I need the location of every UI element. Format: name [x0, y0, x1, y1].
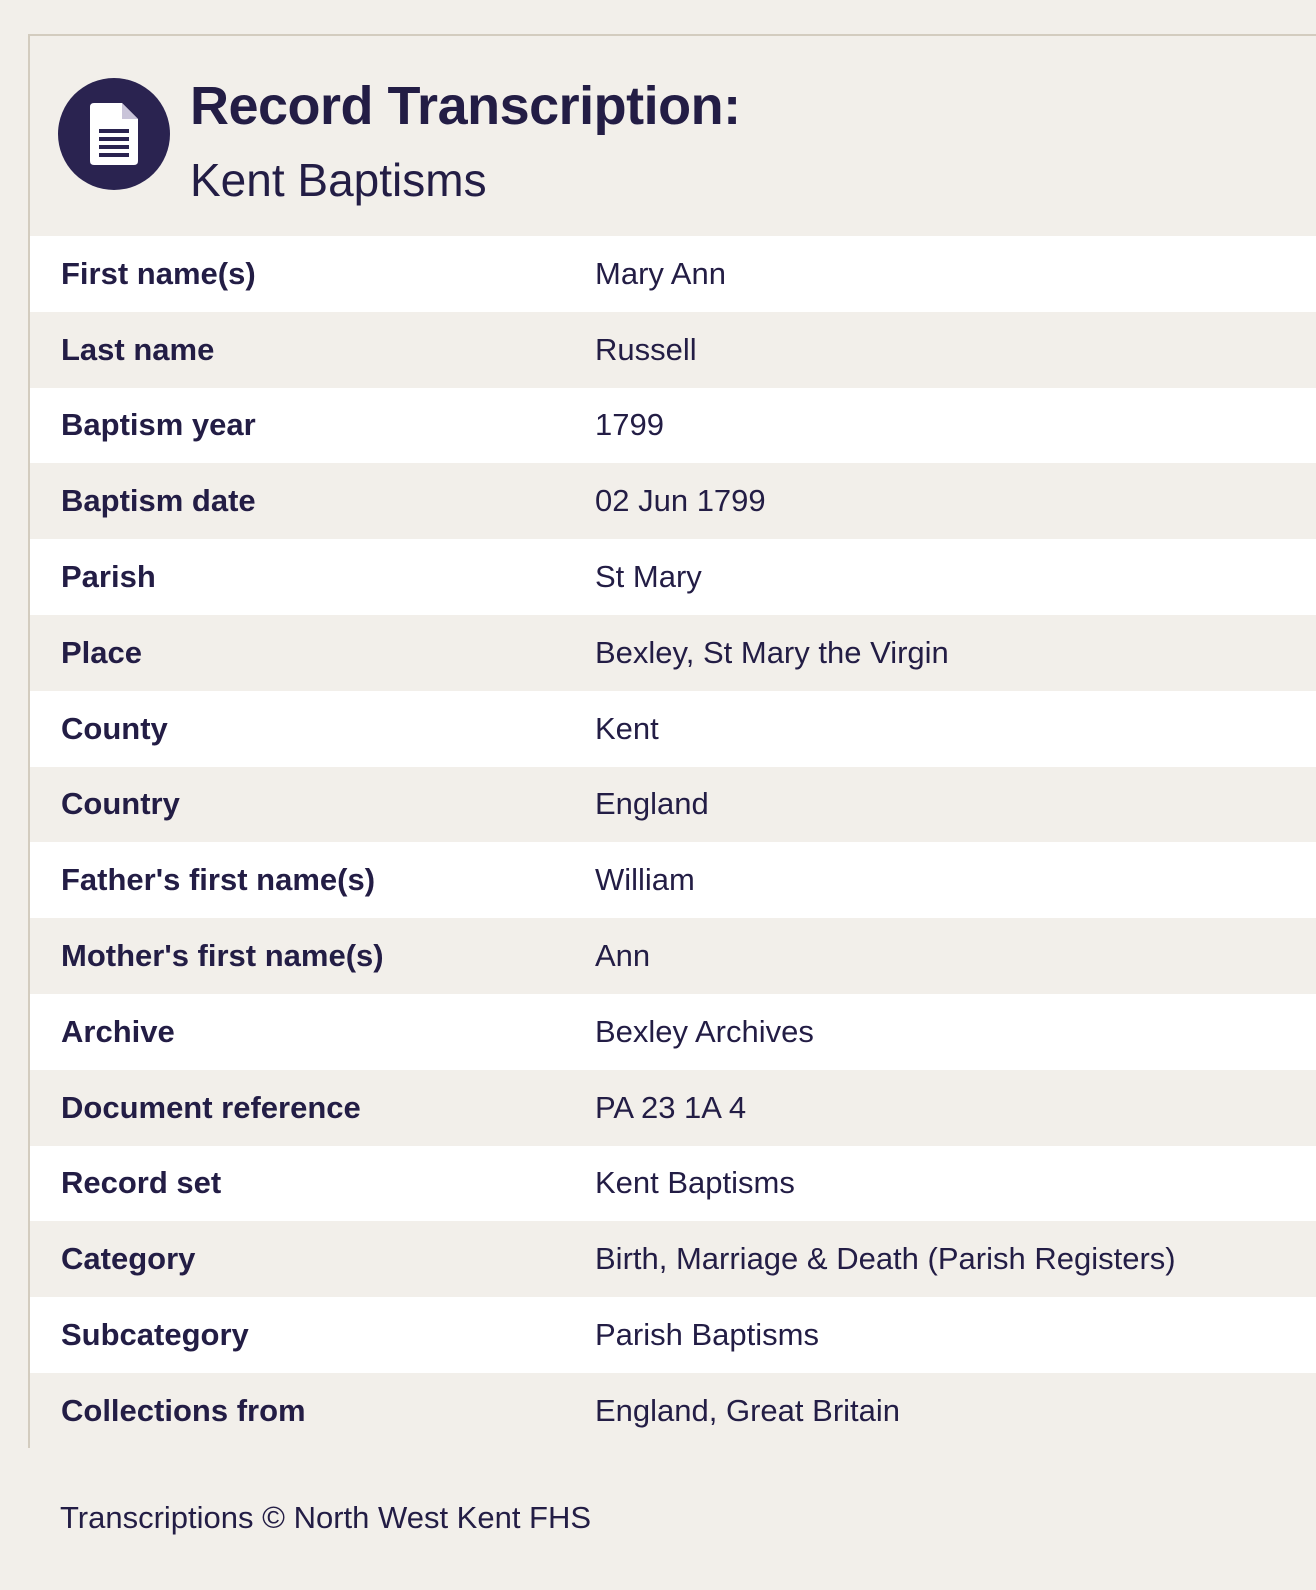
field-value: St Mary [595, 559, 702, 595]
table-row [30, 767, 1316, 843]
field-value: England, Great Britain [595, 1392, 901, 1428]
table-row [30, 539, 1316, 615]
field-label: Father's first name(s) [61, 862, 376, 898]
field-value: Russell [595, 331, 697, 367]
record-header [30, 36, 1316, 236]
table-row [30, 691, 1316, 767]
field-label: Place [61, 634, 143, 670]
field-label: County [61, 710, 168, 746]
record-set-subtitle: Kent Baptisms [190, 154, 487, 206]
record-transcription-panel [28, 34, 1316, 1448]
field-value: Bexley, St Mary the Virgin [595, 634, 949, 670]
field-value: PA 23 1A 4 [595, 1089, 747, 1125]
table-row [30, 236, 1316, 312]
record-details-table [30, 236, 1316, 1449]
field-label: Baptism year [61, 407, 256, 443]
field-value: Parish Baptisms [595, 1317, 819, 1353]
field-value: 1799 [595, 407, 664, 443]
field-value: 02 Jun 1799 [595, 483, 766, 519]
document-icon [58, 78, 170, 190]
field-label: Last name [61, 331, 215, 367]
field-value: William [595, 862, 695, 898]
field-value: Birth, Marriage & Death (Parish Registers) [595, 1241, 1176, 1277]
table-row [30, 615, 1316, 691]
field-value: Ann [595, 938, 651, 974]
table-row [30, 463, 1316, 539]
table-row [30, 1373, 1316, 1449]
field-label: Country [61, 786, 180, 822]
field-label: Category [61, 1241, 196, 1277]
field-label: First name(s) [61, 255, 256, 291]
table-row [30, 994, 1316, 1070]
table-row [30, 918, 1316, 994]
page-title: Record Transcription: [190, 76, 741, 136]
field-value: England [595, 786, 709, 822]
field-label: Baptism date [61, 483, 256, 519]
table-row [30, 1297, 1316, 1373]
table-row [30, 388, 1316, 464]
field-value: Mary Ann [595, 255, 726, 291]
field-label: Record set [61, 1165, 222, 1201]
field-value: Kent [595, 710, 659, 746]
table-row [30, 312, 1316, 388]
field-value: Bexley Archives [595, 1013, 814, 1049]
table-row [30, 1070, 1316, 1146]
table-row [30, 842, 1316, 918]
table-row [30, 1221, 1316, 1297]
field-label: Collections from [61, 1392, 306, 1428]
field-label: Parish [61, 559, 156, 595]
field-value: Kent Baptisms [595, 1165, 795, 1201]
field-label: Mother's first name(s) [61, 938, 384, 974]
transcription-credit: Transcriptions © North West Kent FHS [60, 1500, 592, 1535]
field-label: Subcategory [61, 1317, 249, 1353]
field-label: Archive [61, 1013, 175, 1049]
table-row [30, 1146, 1316, 1222]
field-label: Document reference [61, 1089, 361, 1125]
